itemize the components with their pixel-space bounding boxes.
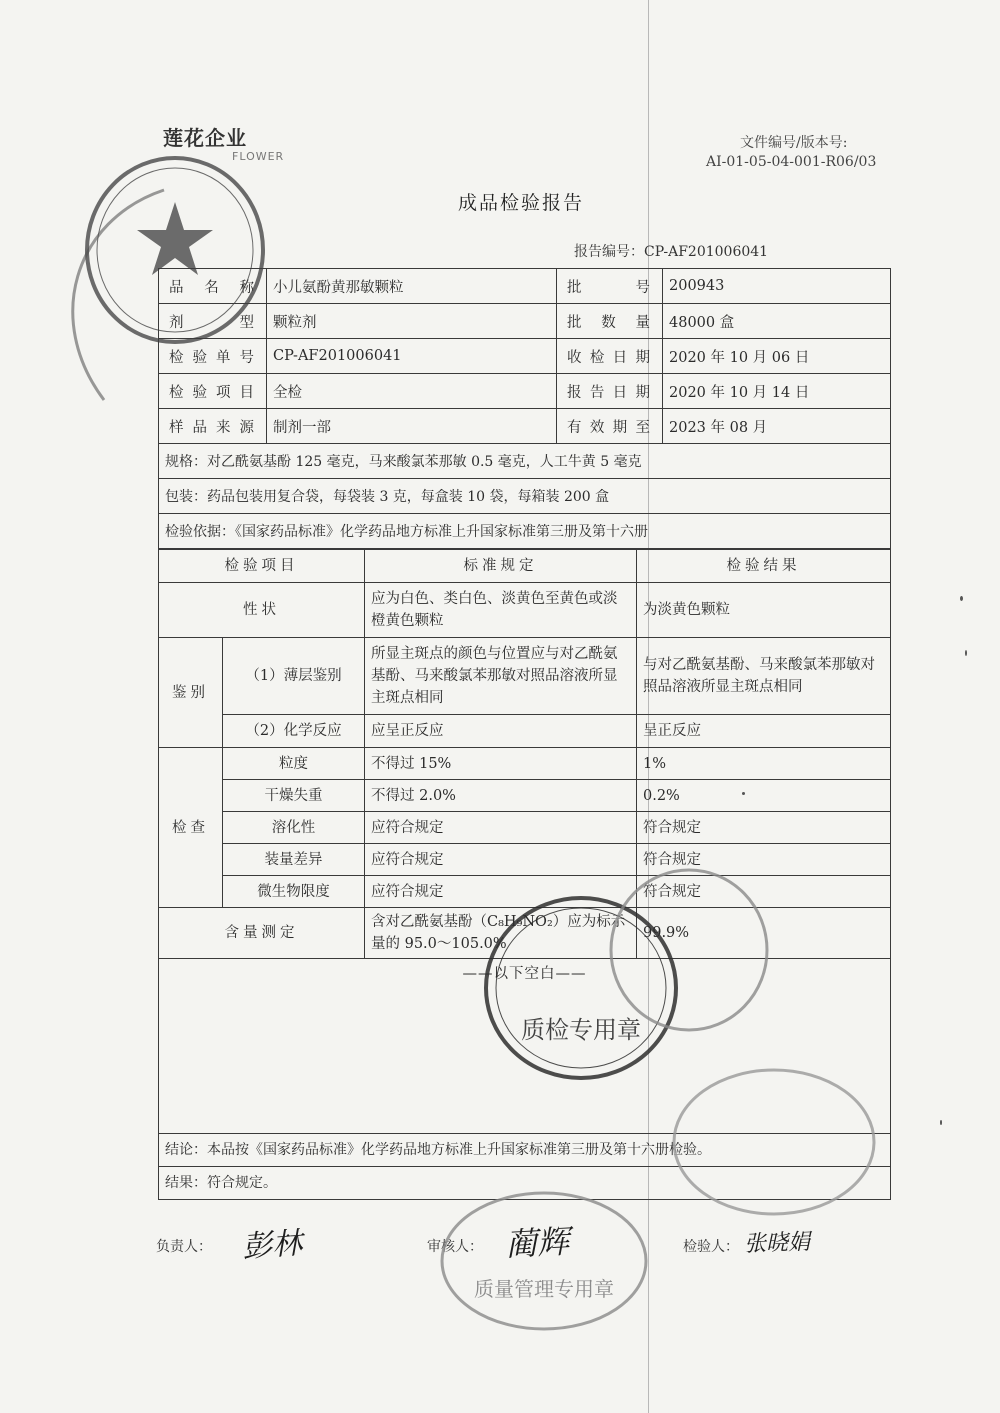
item-result: 符合规定	[637, 812, 891, 844]
result-row	[159, 908, 891, 959]
packaging-row	[159, 479, 891, 514]
reviewer-label: 审核人：	[427, 1239, 483, 1255]
info-label: 批号	[557, 269, 663, 304]
info-label: 批数量	[557, 304, 663, 339]
header-item: 检验项目	[159, 550, 365, 583]
info-row	[159, 269, 891, 304]
responsible-label: 负责人：	[156, 1239, 212, 1255]
item-result: 符合规定	[637, 844, 891, 876]
item-result: 呈正反应	[637, 715, 891, 748]
product-info-table	[158, 268, 891, 549]
company-logo-subtext: FLOWER	[232, 150, 285, 163]
header-standard: 标准规定	[365, 550, 637, 583]
item-standard: 含对乙酰氨基酚（C₈H₉NO₂）应为标示量的 95.0～105.0%	[365, 908, 637, 959]
inspector-signature: 张晓娟	[743, 1229, 811, 1258]
test-basis: 检验依据：《国家药品标准》化学药品地方标准上升国家标准第三册及第十六册	[159, 514, 891, 549]
info-label: 报告日期	[557, 374, 663, 409]
item-name: 干燥失重	[223, 780, 365, 812]
item-result: 99.9%	[637, 908, 891, 959]
info-value: 48000 盒	[663, 304, 891, 339]
report-number: 报告编号：CP-AF201006041	[574, 244, 769, 260]
result-row	[159, 748, 891, 780]
blank-row	[159, 959, 891, 1134]
inspector-label: 检验人：	[683, 1239, 739, 1255]
result-row	[159, 583, 891, 638]
info-value: 2020 年 10 月 06 日	[663, 339, 891, 374]
item-result: 与对乙酰氨基酚、马来酸氯苯那敏对照品溶液所显主斑点相同	[637, 638, 891, 715]
scan-speck	[965, 650, 967, 656]
info-row	[159, 374, 891, 409]
item-name: 微生物限度	[223, 876, 365, 908]
quality-management-stamp-text: 质量管理专用章	[474, 1277, 614, 1301]
info-value: CP-AF201006041	[267, 339, 557, 374]
file-number-label: 文件编号/版本号:	[740, 135, 848, 151]
company-logo: 莲花企业	[163, 126, 247, 150]
item-name: （1）薄层鉴别	[223, 638, 365, 715]
item-result: 1%	[637, 748, 891, 780]
item-name: 粒度	[223, 748, 365, 780]
conclusion-row	[159, 1134, 891, 1167]
group-label-checks: 检查	[159, 748, 223, 908]
info-label: 剂型	[159, 304, 267, 339]
quality-check-stamp-text: 质检专用章	[521, 1016, 641, 1044]
result-row	[159, 780, 891, 812]
results-header-row	[159, 550, 891, 583]
header-result: 检验结果	[637, 550, 891, 583]
item-standard: 应为白色、类白色、淡黄色至黄色或淡橙黄色颗粒	[365, 583, 637, 638]
item-name: 含量测定	[159, 908, 365, 959]
conclusion-text: 结论：本品按《国家药品标准》化学药品地方标准上升国家标准第三册及第十六册检验。	[159, 1134, 891, 1167]
item-name: 装量差异	[223, 844, 365, 876]
result-summary-row	[159, 1167, 891, 1200]
item-result: 符合规定	[637, 876, 891, 908]
info-row	[159, 304, 891, 339]
item-standard: 应符合规定	[365, 844, 637, 876]
info-label: 收检日期	[557, 339, 663, 374]
item-name: （2）化学反应	[223, 715, 365, 748]
info-label: 有效期至	[557, 409, 663, 444]
info-label: 检验项目	[159, 374, 267, 409]
info-row	[159, 409, 891, 444]
blank-note: ——以下空白——	[159, 959, 891, 1134]
info-label: 检验单号	[159, 339, 267, 374]
item-result: 0.2%	[637, 780, 891, 812]
item-name: 性状	[159, 583, 365, 638]
item-name: 溶化性	[223, 812, 365, 844]
info-value: 2023 年 08 月	[663, 409, 891, 444]
item-standard: 所显主斑点的颜色与位置应与对乙酰氨基酚、马来酸氯苯那敏对照品溶液所显主斑点相同	[365, 638, 637, 715]
spec-row	[159, 444, 891, 479]
result-row	[159, 812, 891, 844]
result-row	[159, 876, 891, 908]
info-row	[159, 339, 891, 374]
info-value: 小儿氨酚黄那敏颗粒	[267, 269, 557, 304]
result-row	[159, 844, 891, 876]
info-value: 200943	[663, 269, 891, 304]
result-row	[159, 715, 891, 748]
info-value: 制剂一部	[267, 409, 557, 444]
item-standard: 应呈正反应	[365, 715, 637, 748]
group-label-identification: 鉴别	[159, 638, 223, 748]
specification: 规格：对乙酰氨基酚 125 毫克，马来酸氯苯那敏 0.5 毫克，人工牛黄 5 毫克	[159, 444, 891, 479]
item-standard: 不得过 15%	[365, 748, 637, 780]
file-number-value: AI-01-05-04-001-R06/03	[706, 154, 877, 170]
item-result: 为淡黄色颗粒	[637, 583, 891, 638]
info-value: 颗粒剂	[267, 304, 557, 339]
conclusion-result: 结果：符合规定。	[159, 1167, 891, 1200]
scan-speck	[940, 1120, 942, 1125]
info-label: 样品来源	[159, 409, 267, 444]
basis-row	[159, 514, 891, 549]
item-standard: 应符合规定	[365, 876, 637, 908]
reviewer-signature: 蔺辉	[504, 1222, 571, 1264]
report-title: 成品检验报告	[458, 192, 585, 214]
item-standard: 不得过 2.0%	[365, 780, 637, 812]
test-results-table	[158, 549, 891, 1200]
packaging: 包装：药品包装用复合袋，每袋装 3 克，每盒装 10 袋，每箱装 200 盒	[159, 479, 891, 514]
info-value: 2020 年 10 月 14 日	[663, 374, 891, 409]
result-row	[159, 638, 891, 715]
info-label: 品名称	[159, 269, 267, 304]
scan-speck	[960, 596, 963, 601]
responsible-signature: 彭林	[241, 1225, 304, 1266]
info-value: 全检	[267, 374, 557, 409]
item-standard: 应符合规定	[365, 812, 637, 844]
